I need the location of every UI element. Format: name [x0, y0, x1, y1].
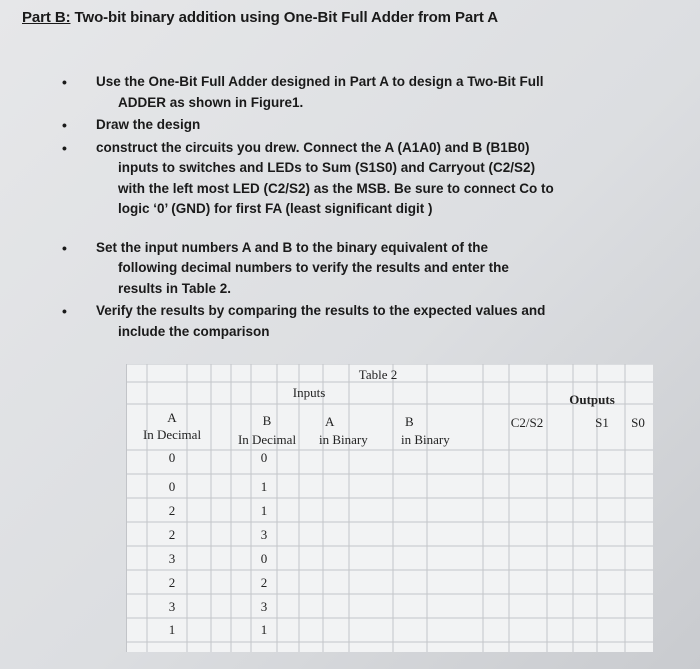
bullet-line: Set the input numbers A and B to the binary equivalent of the: [96, 239, 489, 255]
bullet-item-verify: [62, 301, 622, 342]
row-4-a: 2: [168, 527, 176, 542]
bullet-continuation: results in Table 2.: [118, 280, 232, 296]
row-1-b: 0: [260, 450, 268, 465]
row-2-a: 0: [168, 479, 176, 494]
bullet-continuation: ADDER as shown in Figure1.: [118, 94, 304, 110]
table-2: [126, 364, 653, 652]
col-header-line: in Binary: [319, 432, 368, 447]
bullet-continuation: inputs to switches and LEDs to Sum (S1S0) and Carryout (C2/S2): [118, 160, 536, 175]
row-7-a: 3: [168, 599, 176, 614]
row-1-a: 0: [168, 450, 176, 465]
bullet-line: Use the One-Bit Full Adder designed in Part A to design a Two-Bit Full: [96, 74, 544, 89]
col-header-line: in Binary: [401, 432, 450, 447]
heading-part-label: Part B:: [22, 9, 71, 26]
row-2-b: 1: [260, 479, 268, 494]
section-heading: [22, 9, 498, 26]
bullet-item-design: [62, 72, 622, 113]
col-header-line: A: [167, 410, 177, 425]
row-5-a: 3: [168, 551, 176, 566]
col-header-line: B: [405, 414, 414, 429]
bullet-dot-icon: •: [62, 117, 67, 133]
col-header-line: In Decimal: [142, 427, 202, 442]
bullet-line: Draw the design: [96, 117, 201, 132]
bullet-line: construct the circuits you drew. Connect the A (A1A0) and B (B1B0): [96, 139, 530, 155]
inputs-header: Inputs: [292, 385, 326, 400]
row-6-a: 2: [168, 575, 176, 590]
col-header-line: B: [262, 413, 272, 428]
col-b-binary-header: [401, 413, 473, 449]
row-4-b: 3: [260, 527, 268, 542]
outputs-header: Outputs: [569, 392, 615, 407]
bullet-dot-icon: •: [62, 303, 67, 319]
col-s1-header: S1: [595, 415, 609, 430]
row-8-b: 1: [260, 622, 268, 637]
col-a-decimal-header: [131, 409, 213, 443]
row-6-b: 2: [260, 575, 268, 590]
col-header-line: A: [325, 414, 335, 429]
col-c2s2-header: C2/S2: [510, 415, 544, 430]
col-b-decimal-header: [227, 411, 307, 449]
bullet-continuation: following decimal numbers to verify the results and enter the: [118, 260, 509, 275]
row-7-b: 3: [260, 599, 268, 614]
bullet-dot-icon: •: [62, 139, 67, 156]
table-title: Table 2: [358, 367, 398, 382]
col-a-binary-header: [319, 413, 391, 449]
bullet-item-set-inputs: [62, 238, 622, 300]
row-3-a: 2: [168, 503, 176, 518]
bullet-continuation: logic ‘0’ (GND) for first FA (least significant digit ): [118, 201, 433, 216]
row-5-b: 0: [260, 551, 268, 566]
heading-text: Two-bit binary addition using One-Bit Full Adder from Part A: [70, 9, 498, 26]
col-header-line: In Decimal: [237, 432, 297, 447]
row-3-b: 1: [260, 503, 268, 518]
bullet-dot-icon: •: [62, 239, 67, 256]
bullet-continuation: include the comparison: [118, 323, 270, 339]
bullet-item-draw: [62, 115, 622, 136]
row-8-a: 1: [168, 622, 176, 637]
bullet-item-construct: [62, 138, 622, 220]
bullet-line: Verify the results by comparing the results to the expected values and: [96, 303, 546, 318]
bullet-dot-icon: •: [62, 74, 67, 90]
bullet-continuation: with the left most LED (C2/S2) as the MSB. Be sure to connect Co to: [118, 180, 554, 196]
instruction-list: [62, 72, 622, 342]
col-s0-header: S0: [631, 415, 645, 430]
